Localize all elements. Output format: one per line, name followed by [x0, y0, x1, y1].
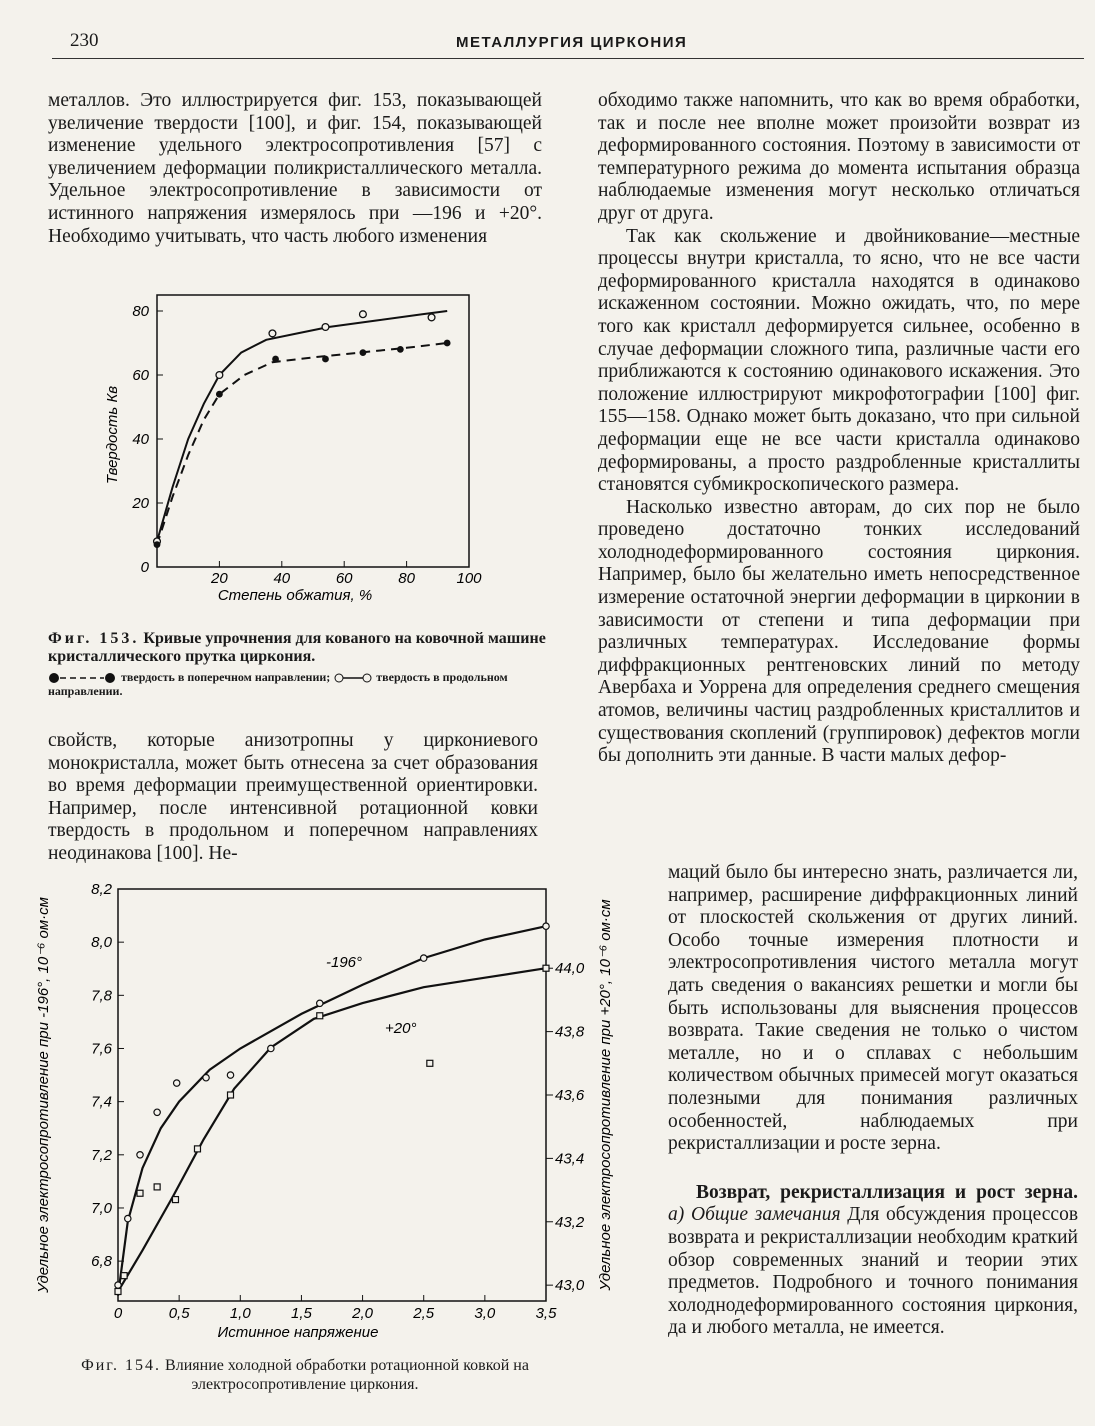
series-line-1 [157, 343, 447, 545]
left-column-middle [48, 730, 538, 866]
page-number: 230 [70, 30, 99, 51]
fig154-ylabel-left: Удельное электросопротивление при -196°, 10⁻⁶ ом·см [35, 897, 52, 1293]
paragraph: обходимо также напомнить, что как во время обработки, так и после нее вполне может произойти возврат из деформированного состояния. Поэтому в зависимости от температурного режима до момента испытания образца наблюдаемые изменения могут несколько отличаться друг от друга. [598, 90, 1080, 224]
data-point-square [427, 1060, 433, 1066]
data-point-circle [268, 1045, 274, 1051]
x-tick-label: 1,0 [229, 1305, 251, 1322]
fig154-caption: Фиг. 154. Влияние холодной обработки ротационной ковкой на электросопротивление циркония. [81, 1357, 529, 1393]
fig153-ylabel: Твердость Кв [104, 385, 121, 485]
left-column-top [48, 90, 542, 248]
fig153-legend: твердость в поперечном направлении; твердость в продольном направлении. [48, 670, 508, 699]
section-heading: Возврат, рекристаллизация и рост зерна. [696, 1181, 1078, 1203]
fig154-ylabel-right: Удельное электросопротивление при +20°, 10⁻⁶ ом·см [597, 899, 614, 1291]
x-tick-label: 2,5 [413, 1305, 435, 1322]
section-paragraph [668, 1182, 1078, 1340]
data-point-circle [317, 1000, 323, 1006]
data-point-square [154, 1184, 160, 1190]
right-column-narrow [668, 862, 1078, 1340]
fig153-chart [95, 285, 485, 615]
fig154-frame [118, 889, 546, 1301]
x-tick-label: 60 [335, 570, 353, 587]
data-point-circle [137, 1152, 143, 1158]
running-title: МЕТАЛЛУРГИЯ ЦИРКОНИЯ [456, 34, 688, 51]
y-right-tick-label: 43,8 [555, 1023, 585, 1041]
fig154-xlabel: Истинное напряжение [217, 1324, 379, 1341]
fig153-xlabel: Степень обжатия, % [217, 587, 373, 604]
y-left-tick-label: 7,4 [91, 1093, 112, 1111]
y-right-tick-label: 44,0 [555, 960, 585, 978]
data-point-square [137, 1190, 143, 1196]
data-point-square [543, 965, 549, 971]
x-tick-label: 0 [113, 1305, 123, 1322]
data-point-circle [125, 1215, 131, 1221]
y-right-tick-label: 43,6 [555, 1087, 585, 1104]
fig153-caption [48, 630, 548, 698]
y-left-tick-label: 6,8 [91, 1253, 112, 1271]
data-point-open [360, 311, 367, 318]
data-point-circle [115, 1282, 121, 1288]
series-line-0 [118, 926, 546, 1295]
y-left-tick-label: 8,2 [91, 881, 112, 898]
data-point-square [115, 1288, 121, 1294]
x-tick-label: 3,0 [474, 1305, 496, 1322]
data-point-filled [444, 340, 451, 347]
data-point-square [228, 1092, 234, 1098]
section-subheading: а) Общие замечания [668, 1204, 841, 1226]
series-label-minus196: -196° [326, 954, 363, 971]
data-point-open [322, 324, 329, 331]
y-tick-label: 20 [132, 495, 149, 512]
y-right-tick-label: 43,0 [555, 1277, 585, 1295]
y-left-tick-label: 7,8 [91, 987, 112, 1005]
y-tick-label: 80 [132, 303, 149, 320]
y-tick-label: 0 [140, 559, 149, 576]
x-tick-label: 2,0 [352, 1305, 374, 1322]
data-point-filled [322, 356, 329, 363]
data-point-open [269, 330, 276, 337]
paragraph: Насколько известно авторам, до сих пор не было проведено достаточно тонких исследований холоднодеформированного состояния циркония. Например, было бы желательно иметь непосредственное измерение остаточной энергии деформации в цирконии в зависимости от степени и типа деформации при различных температурах. Исследование формы диффракционных рентгеновских линий по методу Авербаха и Уоррена для определения среднего смещения атомов, величины частиц раздробленных кристаллитов и существования скоплений (группировок) дефектов могли бы дополнить эти данные. В части малых дефор- [598, 496, 1080, 767]
y-right-tick-label: 43,4 [555, 1150, 585, 1168]
page-header [70, 28, 1080, 58]
section-text: Для обсуждения процессов возврата и рекристаллизации необходим краткий обзор современных знаний и теории этих предметов. Подробного и точного понимания холоднодеформированного состояния циркония, да и любого металла, не имеется. [668, 1204, 1079, 1339]
data-point-circle [421, 955, 427, 961]
fig153-caption-main: Фиг. 153. Кривые упрочнения для кованого на ковочной машине кристаллического прутка циркония. [48, 630, 546, 665]
data-point-circle [154, 1109, 160, 1115]
filled-marker-icon [48, 672, 118, 684]
data-point-square [317, 1013, 323, 1019]
paragraph: свойств, которые анизотропны у циркониевого монокристалла, может быть отнесена за счет образования во время деформации преимущественной ориентировки. Например, после интенсивной ротационной ковки твердость в продольном и поперечном направлениях неодинакова [100]. Не- [48, 730, 538, 864]
y-left-tick-label: 7,0 [91, 1199, 112, 1217]
x-tick-label: 0,5 [168, 1305, 190, 1322]
y-tick-label: 60 [132, 367, 149, 384]
fig154-chart [28, 875, 646, 1345]
x-tick-label: 1,5 [290, 1305, 312, 1322]
right-column-top [598, 90, 1080, 768]
data-point-filled [360, 349, 367, 356]
x-tick-label: 40 [273, 570, 291, 587]
y-left-tick-label: 7,2 [91, 1146, 112, 1164]
data-point-filled [272, 356, 279, 363]
x-tick-label: 3,5 [535, 1305, 557, 1322]
data-point-filled [154, 541, 161, 548]
fig153-frame [157, 295, 469, 567]
data-point-circle [227, 1072, 233, 1078]
series-line-1 [118, 968, 546, 1291]
data-point-open [216, 372, 223, 379]
data-point-square [121, 1273, 127, 1279]
x-tick-label: 80 [398, 570, 415, 587]
y-left-tick-label: 7,6 [91, 1040, 112, 1058]
y-right-tick-label: 43,2 [555, 1213, 585, 1231]
data-point-open [428, 314, 435, 321]
open-marker-icon [333, 672, 373, 684]
y-left-tick-label: 8,0 [91, 934, 112, 952]
y-tick-label: 40 [132, 431, 149, 448]
data-point-circle [173, 1080, 179, 1086]
paragraph: Так как скольжение и двойникование—местные процессы внутри кристалла, то ясно, что не все части деформированного кристалла находятся в одинаково искаженном состоянии. Можно ожидать, что, по мере того как кристалл деформируется сильнее, особенно в случае деформации сложного типа, различные части его приближаются к состоянию одинакового искажения. Это положение иллюстрируют микрофотографии [100] фиг. 155—158. Однако может быть доказано, что при сильной деформации еще не все части кристалла одинаково деформированы, а просто раздробленные кристаллиты становятся субмикроскопического размера. [598, 225, 1080, 496]
data-point-square [172, 1197, 178, 1203]
x-tick-label: 20 [211, 570, 228, 587]
data-point-square [194, 1146, 200, 1152]
data-point-circle [543, 923, 549, 929]
paragraph: металлов. Это иллюстрируется фиг. 153, показывающей увеличение твердости [100], и фиг. 154, показывающей изменение удельного электросопротивления [57] с увеличением деформации поликристаллического металла. Удельное электросопротивление в зависимости от истинного напряжения измерялось при —196 и +20°. Необходимо учитывать, что часть любого изменения [48, 90, 542, 247]
data-point-filled [397, 346, 404, 353]
x-tick-label: 100 [456, 570, 482, 587]
data-point-filled [216, 391, 223, 398]
paragraph: маций было бы интересно знать, различается ли, например, расширение диффракционных линий от плоскостей скольжения от других линий. Особо точные измерения плотности и электросопротивления чистого металла могут дать сведения о вакансиях решетки и могли бы быть использованы для выяснения процессов возврата. Такие сведения не только о чистом металле, но и о сплавах с небольшим количеством обычных примесей могут оказаться полезными для понимания различных особенностей, наблюдаемых при рекристаллизации и росте зерна. [668, 862, 1078, 1155]
series-label-plus20: +20° [385, 1020, 417, 1037]
header-rule [52, 58, 1084, 59]
data-point-circle [203, 1075, 209, 1081]
